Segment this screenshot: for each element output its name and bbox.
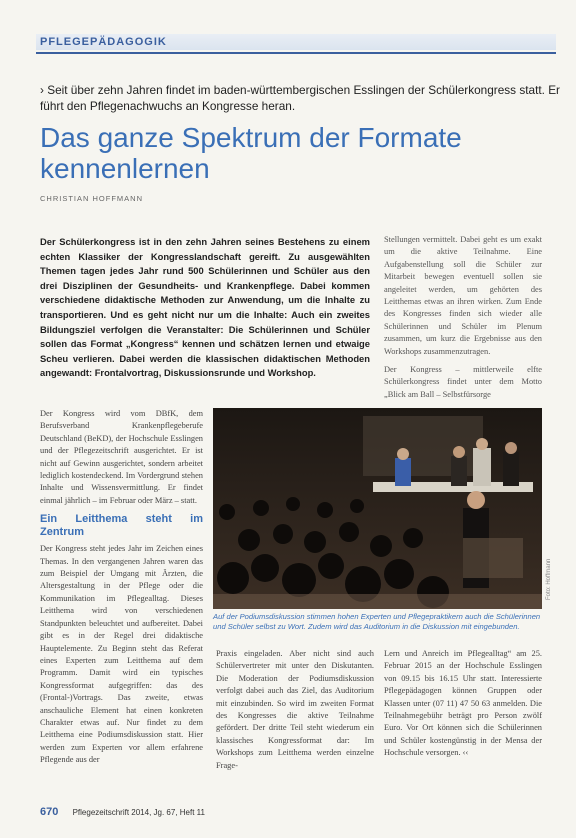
right-column-top xyxy=(384,234,542,401)
bottom-middle-column xyxy=(216,648,374,772)
paragraph: Der Kongress wird vom DBfK, dem Berufsverband Krankenpflegeberufe Deutschland (BeKD), der Hochschule Esslingen und der Pflegezeitschrift ausgerichtet. Er ist nicht auf Gewinn ausgerichtet, sondern arbeitet lediglich kostendeckend. Im Vordergrund stehen Inhalte und Wissensvermittlung. Er findet einmal jährlich – im Februar oder März – statt. xyxy=(40,409,203,505)
paragraph: Lern und Anreich im Pflegealltag“ am 25. Februar 2015 an der Hochschule Esslingen von 09.15 bis 16.15 Uhr statt. Interessierte Pflegepädagogen können Gruppen oder Klassen unter (07 11) 47 50 63 anmelden. Die Teilnahmegebühr beträgt pro Person zwölf Euro. Vor Ort können sich die Schülerinnen und Schüler kostengünstig in der Mensa der Hochschule versorgen. ‹‹ xyxy=(384,649,542,758)
article-author: CHRISTIAN HOFFMANN xyxy=(40,194,143,203)
subheading: Ein Leitthema steht im Zentrum xyxy=(40,513,203,539)
page-footer xyxy=(40,806,205,818)
bottom-right-column xyxy=(384,648,542,760)
paragraph: Der Kongress – mittlerweile elfte Schülerkongress findet unter dem Motto „Blick am Ball – Selbstfürsorge xyxy=(384,365,542,399)
article-teaser: › Seit über zehn Jahren findet im baden-württembergischen Esslingen der Schülerkongress statt. Er führt den Pflegenachwuchs an Kongresse heran. xyxy=(40,83,560,113)
article-title: Das ganze Spektrum der Formate kennenlernen xyxy=(40,122,462,184)
article-photo xyxy=(213,408,542,609)
paragraph: Der Kongress steht jedes Jahr im Zeichen eines Themas. In den vergangenen Jahren waren das zum Beispiel der Umgang mit Ärzten, die Altersgestaltung in der Pflege oder die Kommunikation im Pflegealltag. Dieses Leitthema wird von verschiedenen Standpunkten beleuchtet und aufbereitet. Dabei gibt es in der Regel drei didaktische Hauptelemente. Zu Beginn steht das Referat eines Experten zum Leitthema auf dem Programm. Damit wird ein typisches Kongressformat aufgegriffen: das des (Frontal-)Vortrags. Das zweite, etwas anschauliche Element hat einen konkreten Charakter etwas auf. Nur findet zu dem Leitthema eine Podiumsdiskussion statt. Hier werden zum Experten vor allem erfahrene Pflegende aus der xyxy=(40,544,203,765)
page-number: 670 xyxy=(40,806,59,818)
section-label: PFLEGEPÄDAGOGIK xyxy=(40,36,167,48)
article-lead: Der Schülerkongress ist in den zehn Jahren seines Bestehens zu einem echten Klassiker der Kongresslandschaft gereift. Zu ausgewählten Themen tagen jedes Jahr rund 500 Schülerinnen und Schüler aus den drei Disziplinen der Gesundheits- und Krankenpflege. Dabei kommen verschiedene didaktische Methoden zur Anwendung, um die Inhalte zu transportieren. Und es geht nicht nur um die Inhalte: Auch ein zweites Bildungsziel verfolgen die Veranstalter: Die Schülerinnen und Schüler sollen das Format „Kongress“ kennen und schätzen lernen und etwaige Scheu verlieren. Dabei werden die klassischen didaktischen Methoden angewandt: Frontalvortrag, Diskussionsrunde und Workshop. xyxy=(40,236,370,379)
left-column xyxy=(40,408,203,767)
paragraph: Stellungen vermittelt. Dabei geht es um exakt um die aktive Teilnahme. Eine Aufgabenstellung soll die Schüler zur Mitarbeit bewegen eventuell sollen sie angeleitet werden, um gehörten des Leitthemas etwas an ihren wirken. Zum Ende des Kongresses finden sich wieder alle Schülerinnen und Schüler im Plenum zusammen, um kurz die Ergebnisse aus den Workshops zusammenzutragen. xyxy=(384,235,542,356)
photo-credit: Foto: Hoffmann xyxy=(546,558,552,600)
photo-caption: Auf der Podiumsdiskussion stimmen hohen Experten und Pflegepraktikern auch die Schülerinnen und Schüler selbst zu Wort. Zudem wird das Auditorium in die Diskussion mit eingebunden. xyxy=(213,612,541,631)
podium-scene-image xyxy=(213,408,542,609)
paragraph: Praxis eingeladen. Aber nicht sind auch Schülervertreter mit unter den Diskutanten. Die Moderation der Podiumsdiskussion verfolgt dabei auch das Ziel, das Auditorium mit einzubinden. So wird im zweiten Format des Kongresses die aktive Teilnahme gefördert. Der dritte Teil steht wiederum ein klassisches Kongressformat dar: Im Workshops zum Leitthema werden einzelne Frage- xyxy=(216,649,374,770)
header-rule xyxy=(36,52,556,54)
journal-citation: Pflegezeitschrift 2014, Jg. 67, Heft 11 xyxy=(72,808,205,817)
